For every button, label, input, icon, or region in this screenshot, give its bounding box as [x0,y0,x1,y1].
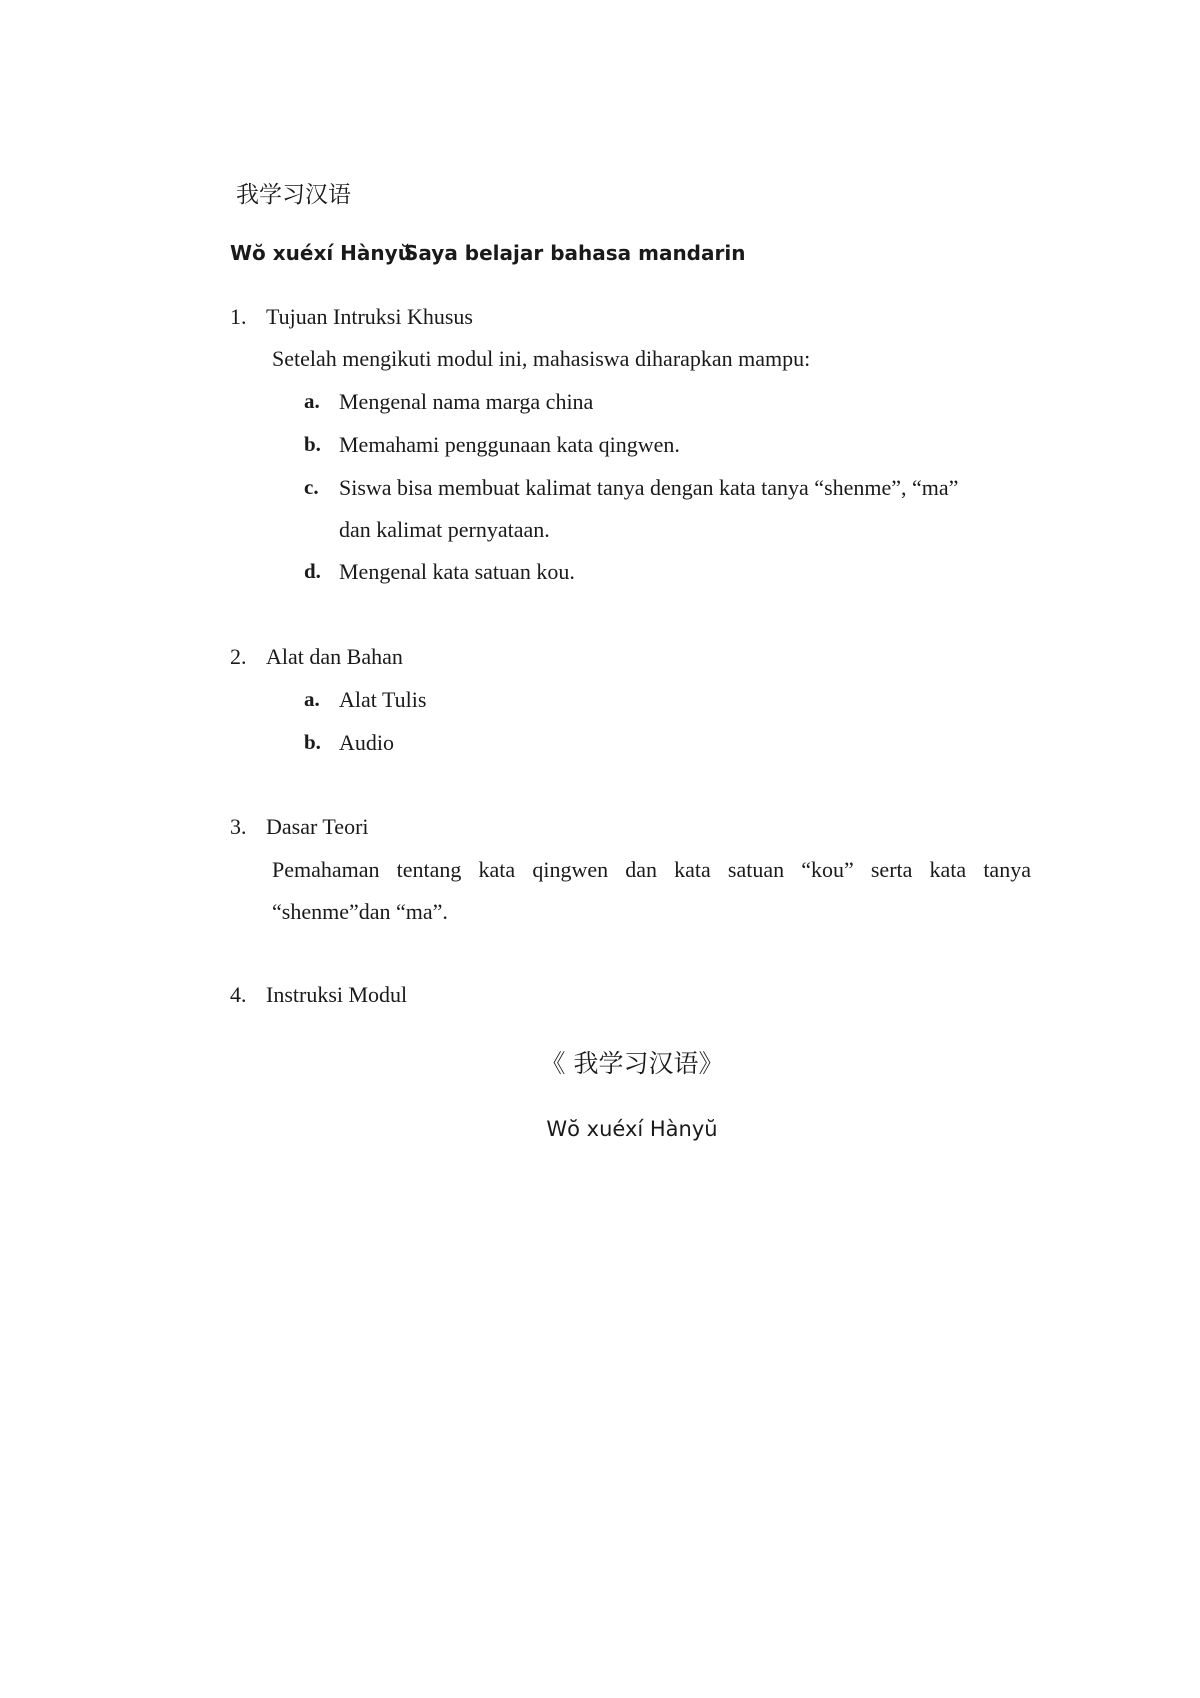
section-2-title: Alat dan Bahan [266,644,403,669]
document-title-cjk: 我学习汉语 [236,182,351,208]
title-translation: Saya belajar bahasa mandarin [404,241,746,265]
theory-paragraph-line-2: “shenme”dan “ma”. [272,899,448,924]
theory-word: dan [625,857,657,882]
objective-item: Siswa bisa membuat kalimat tanya dengan kata tanya “shenme”, “ma” [339,475,959,500]
objective-item: Memahami penggunaan kata qingwen. [339,432,680,457]
theory-word: satuan [727,857,785,882]
item-letter: a. [304,687,320,711]
material-item: Alat Tulis [339,687,427,712]
item-letter: c. [304,475,319,499]
section-3-title: Dasar Teori [266,814,369,839]
theory-word: tanya [983,857,1031,882]
theory-word: kata [674,857,711,882]
section-2-number: 2. [230,644,247,669]
item-letter: a. [304,389,320,413]
objective-item-continuation: dan kalimat pernyataan. [339,517,550,542]
section-1-number: 1. [230,304,247,329]
theory-word: kata [929,857,967,882]
objective-item: Mengenal kata satuan kou. [339,559,575,584]
item-letter: b. [304,432,321,456]
theory-word: kata [478,857,516,882]
item-letter: d. [304,559,321,583]
objective-item: Mengenal nama marga china [339,389,594,414]
theory-word: “kou” [801,857,854,882]
theory-word: serta [870,857,913,882]
section-3-number: 3. [230,814,247,839]
title-pinyin: Wŏ xuéxí Hànyŭ [230,241,412,265]
section-1-intro: Setelah mengikuti modul ini, mahasiswa diharapkan mampu: [272,346,811,371]
module-title-pinyin: Wŏ xuéxí Hànyŭ [546,1117,718,1141]
theory-word: tentang [396,857,462,882]
module-title-cjk: 《 我学习汉语》 [540,1049,724,1078]
theory-word: qingwen [532,857,609,882]
section-4-title: Instruksi Modul [266,982,408,1007]
material-item: Audio [339,730,394,755]
item-letter: b. [304,730,321,754]
section-4-number: 4. [230,982,247,1007]
theory-paragraph-line [272,857,1031,883]
section-1-title: Tujuan Intruksi Khusus [266,304,473,329]
theory-word: Pemahaman [272,857,380,882]
